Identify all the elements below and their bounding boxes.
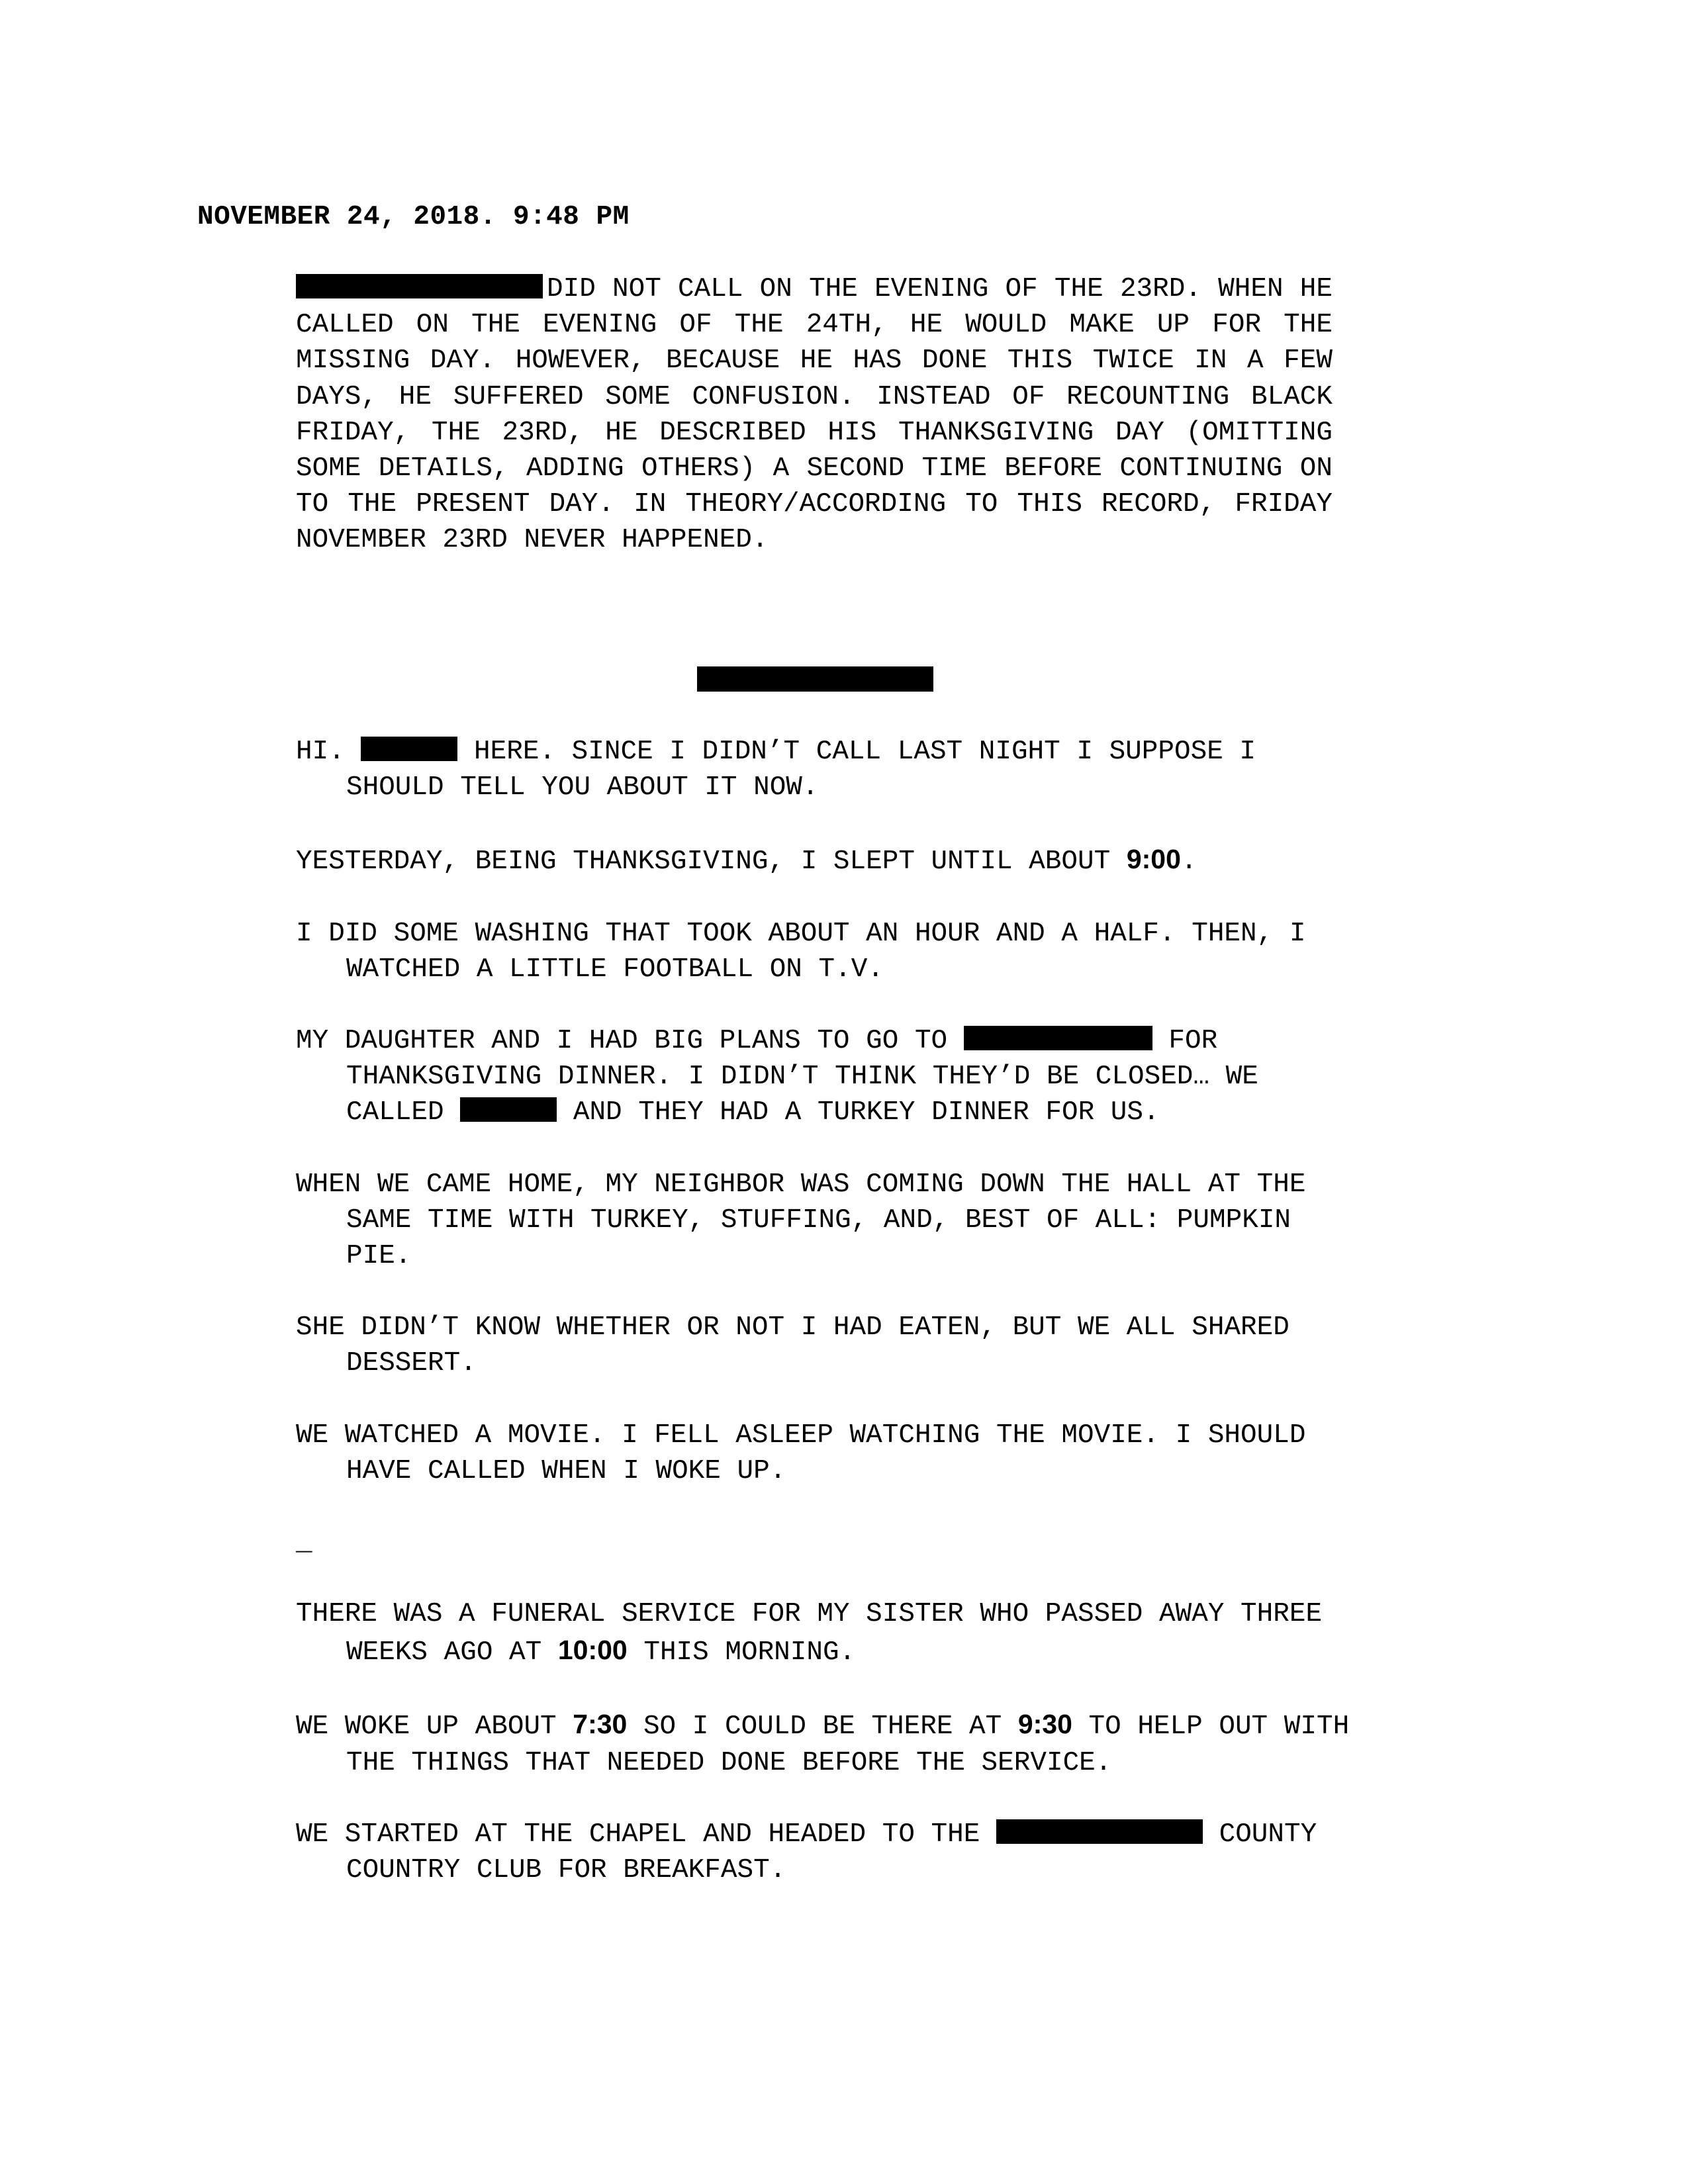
entry-heading: NOVEMBER 24, 2018. 9:48 PM [197, 202, 630, 232]
transcript-paragraph [296, 841, 1368, 880]
text-span: HI. [296, 737, 361, 767]
text-span: MY DAUGHTER AND I HAD BIG PLANS TO GO TO [296, 1026, 964, 1057]
redaction-bar [460, 1097, 557, 1122]
time-text: 10:00 [557, 1635, 628, 1666]
text-span: FOR THANKSGIVING DINNER. I DIDN’T THINK THEY’D BE CLOSED… WE CALLED [346, 1026, 1258, 1128]
text-span: THERE WAS A FUNERAL SERVICE FOR MY SISTER WHO PASSED AWAY THREE WEEKS AGO AT [296, 1599, 1323, 1668]
redaction-bar [361, 737, 457, 761]
text-span: WE WOKE UP ABOUT [296, 1711, 573, 1743]
text-span: . [1180, 846, 1197, 878]
transcript-paragraph [296, 1023, 1368, 1131]
intro-text: DID NOT CALL ON THE EVENING OF THE 23RD. WHEN HE CALLED ON THE EVENING OF THE 24TH, HE WOULD MAKE UP FOR THE MISSING DAY. HOWEVER, BECAUSE HE HAS DONE THIS TWICE IN A FEW DAYS, HE SUFFERED SOME CONFUSION. INSTEAD OF RECOUNTING BLACK FRIDAY, THE 23RD, HE DESCRIBED HIS THANKSGIVING DAY (OMITTING SOME DETAILS, ADDING OTHERS) A SECOND TIME BEFORE CONTINUING ON TO THE PRESENT DAY. IN THEORY/ACCORDING TO THIS RECORD, FRIDAY NOVEMBER 23RD NEVER HAPPENED. [296, 274, 1333, 556]
transcript-paragraph: WHEN WE CAME HOME, MY NEIGHBOR WAS COMING DOWN THE HALL AT THE SAME TIME WITH TURKEY, STUFFING, AND, BEST OF ALL: PUMPKIN PIE. [296, 1169, 1306, 1272]
text-span: COUNTY COUNTRY CLUB FOR BREAKFAST. [346, 1819, 1317, 1886]
transcript-paragraph: WE WATCHED A MOVIE. I FELL ASLEEP WATCHING THE MOVIE. I SHOULD HAVE CALLED WHEN I WOKE UP. [296, 1420, 1306, 1486]
text-span: AND THEY HAD A TURKEY DINNER FOR US. [557, 1097, 1160, 1128]
text-span: HERE. SINCE I DIDN’T CALL LAST NIGHT I SUPPOSE I SHOULD TELL YOU ABOUT IT NOW. [346, 737, 1256, 803]
text-span: THIS MORNING. [627, 1637, 856, 1668]
transcript-paragraph [296, 734, 1368, 805]
transcript-paragraph: I DID SOME WASHING THAT TOOK ABOUT AN HOUR AND A HALF. THEN, I WATCHED A LITTLE FOOTBALL ON T.V. [296, 918, 1306, 985]
redaction-bar [964, 1026, 1152, 1050]
redacted-divider [697, 666, 933, 692]
transcript-paragraph [296, 1596, 1368, 1670]
section-separator: _ [296, 1527, 312, 1559]
text-span: WE STARTED AT THE CHAPEL AND HEADED TO THE [296, 1819, 996, 1850]
time-text: 7:30 [573, 1709, 628, 1740]
intro-paragraph [296, 271, 1333, 559]
text-span: SO I COULD BE THERE AT [627, 1711, 1018, 1743]
time-text: 9:30 [1017, 1709, 1072, 1740]
redaction-bar [296, 274, 543, 298]
time-text: 9:00 [1126, 844, 1181, 875]
transcript-paragraph [296, 1817, 1368, 1888]
transcript [296, 734, 1368, 1924]
transcript-paragraph [296, 1706, 1368, 1780]
redaction-bar [996, 1819, 1203, 1844]
transcript-paragraph: SHE DIDN’T KNOW WHETHER OR NOT I HAD EATEN, BUT WE ALL SHARED DESSERT. [296, 1312, 1289, 1379]
text-span: TO HELP OUT WITH THE THINGS THAT NEEDED DONE BEFORE THE SERVICE. [346, 1711, 1350, 1778]
text-span: YESTERDAY, BEING THANKSGIVING, I SLEPT UNTIL ABOUT [296, 846, 1127, 878]
